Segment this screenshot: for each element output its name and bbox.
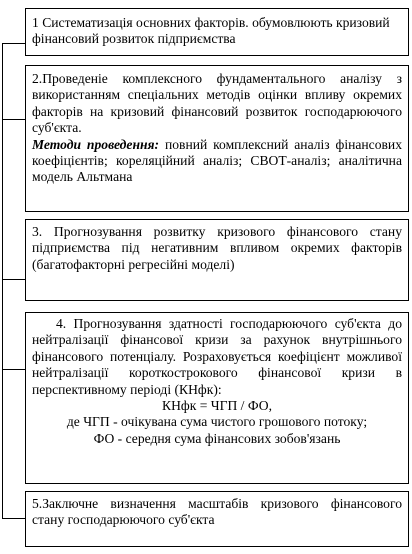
step-2-methods-text: повний комплексний аналіз фінансових коефіцієнтів; кореляційний аналіз; СВОТ-аналіз; аналітична модель Альтмана [32,136,403,185]
step-1-text: 1 Систематизація основних факторів. обумовлюють кризовий фінансовий розвиток підприємства [32,15,390,47]
step-2-text: 2.Проведеніе комплексного фундаментального аналізу з використанням спеціальних методів оцінки впливу окремих факторів на кризовий фінансовий розвиток господарюючого суб'єкта. [32,71,402,136]
step-5-box [25,491,409,547]
step-4-where-line: де ЧГП - очікувана сума чистого грошового потоку; [66,414,368,430]
connector-branch-5 [2,518,25,519]
step-2-methods-label: Методи проведення: [32,136,160,152]
step-3-text: 3. Прогнозування розвитку кризового фінансового стану підприємства під негативним впливом окремих факторів (багатофакторні регресійні моделі) [32,224,402,272]
step-4-text: 4. Прогнозування здатності господарюючого суб'єкта до нейтралізації фінансової кризи за рахунок внутрішнього фінансового потенціалу. Розраховується коефіцієнт можливої нейтралізації короткострокового фінансової кризи в перспективному періоді (КНфк): [32,316,402,397]
step-2-box [25,65,409,212]
connector-spine [2,43,3,519]
step-3-box [25,219,409,301]
connector-branch-1 [2,43,25,44]
connector-branch-3 [2,279,25,280]
connector-branch-4 [2,369,25,370]
step-2-methods [32,137,402,186]
step-4-box [25,312,409,484]
connector-branch-2 [2,119,25,120]
step-4-formula: КНфк = ЧГП / ФО, [162,398,272,414]
step-5-text: 5.Заключне визначення масштабів кризового фінансового стану господарюючого суб'єкта [32,496,402,528]
step-1-box [25,8,409,56]
step-4-fo-line: ФО - середня сума фінансових зобов'язань [93,430,341,446]
